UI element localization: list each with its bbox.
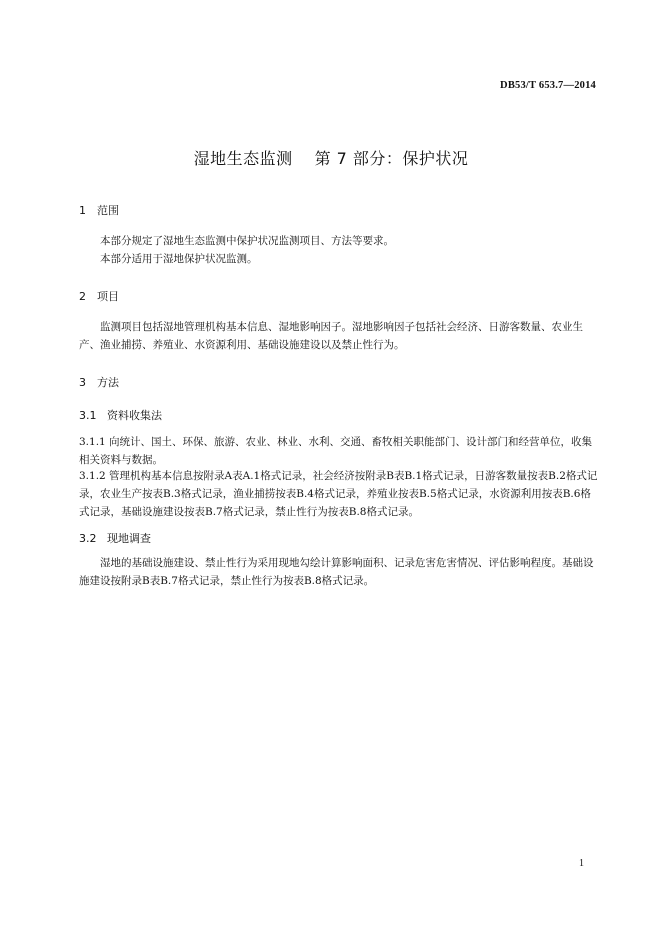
subsection-title: 资料收集法 <box>107 409 162 422</box>
section-number: 2 <box>79 290 86 303</box>
subsection-title: 现地调查 <box>107 532 151 545</box>
section-number: 3 <box>79 376 86 389</box>
section-3-heading <box>79 374 119 390</box>
subsection-3-2-paragraph: 湿地的基础设施建设、禁止性行为采用现地勾绘计算影响面积、记录危害危害情况、评估影响程度。基础设施建设按附录B表B.7格式记录，禁止性行为按表B.8格式记录。 <box>79 557 594 587</box>
title-part-b: 第 7 部分：保护状况 <box>314 149 469 168</box>
section-number: 1 <box>79 204 86 217</box>
page-number: 1 <box>579 858 584 869</box>
document-title <box>0 146 662 169</box>
section-1-heading <box>79 202 119 218</box>
section-2-heading <box>79 288 119 304</box>
subsection-3-1-heading <box>79 407 162 423</box>
section-2-paragraph-1: 监测项目包括湿地管理机构基本信息、湿地影响因子。湿地影响因子包括社会经济、日游客数量、农业生产、渔业捕捞、养殖业、水资源利用、基础设施建设以及禁止性行为。 <box>79 321 583 351</box>
subsection-number: 3.2 <box>79 532 97 545</box>
section-1-paragraph-1: 本部分规定了湿地生态监测中保护状况监测项目、方法等要求。 <box>100 235 394 247</box>
section-title: 项目 <box>97 290 119 303</box>
title-part-a: 湿地生态监测 <box>193 149 293 168</box>
clause-3-1-1: 3.1.1 向统计、国土、环保、旅游、农业、林业、水利、交通、畜牧相关职能部门、设计部门和经营单位，收集相关资料与数据。 <box>79 436 593 466</box>
subsection-number: 3.1 <box>79 409 97 422</box>
clause-3-1-2: 3.1.2 管理机构基本信息按附录A表A.1格式记录，社会经济按附录B表B.1格式记录，日游客数量按表B.2格式记录，农业生产按表B.3格式记录，渔业捕捞按表B.4格式记录，养殖业按表B.5格式记录，水资源利用按表B.6格式记录，基础设施建设按表B.7格式记录，禁止性行为按表B.8格式记录。 <box>79 470 598 518</box>
section-title: 方法 <box>97 376 119 389</box>
standard-code: DB53/T 653.7—2014 <box>500 80 596 91</box>
section-1-paragraph-2: 本部分适用于湿地保护状况监测。 <box>100 253 258 265</box>
section-title: 范围 <box>97 204 119 217</box>
subsection-3-2-heading <box>79 530 151 546</box>
